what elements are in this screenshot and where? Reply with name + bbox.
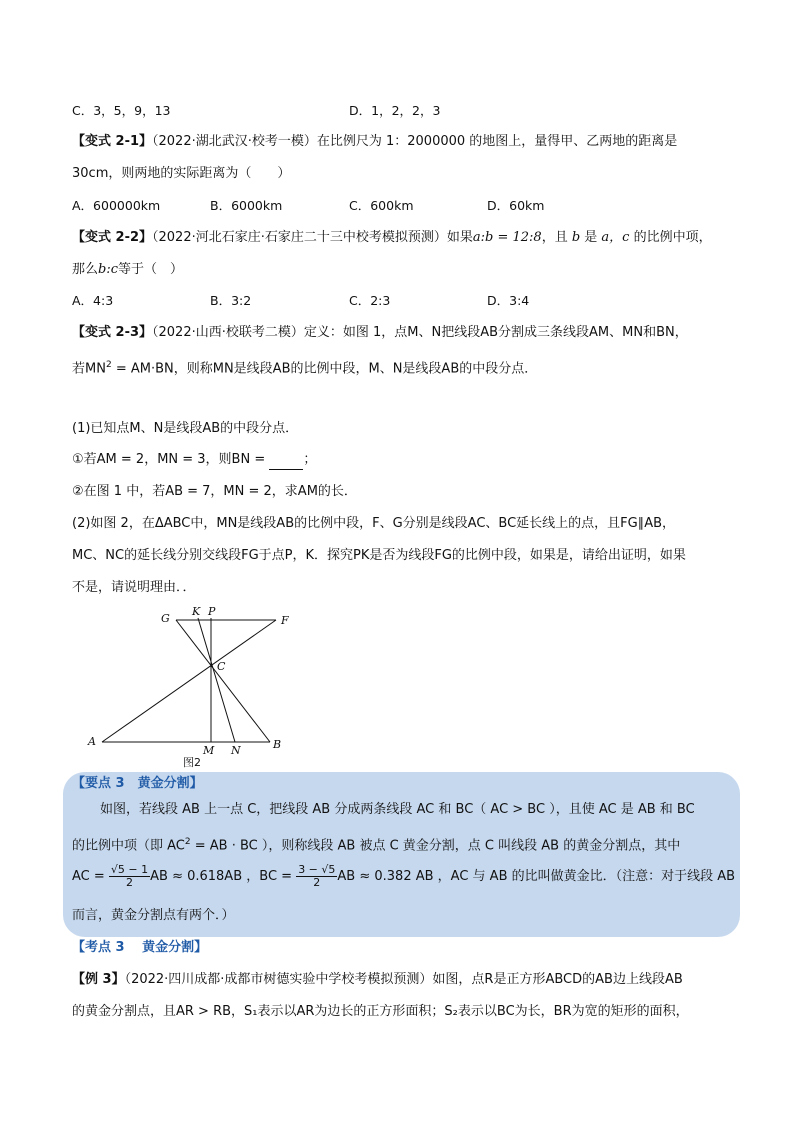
variant-tag: 【变式 2-1】 xyxy=(72,134,153,149)
option-a: A．600000km xyxy=(72,198,161,213)
text: 若MN xyxy=(72,361,106,377)
text: （2022·河北石家庄·石家庄二十三中校考模拟预测）如果 xyxy=(152,230,473,245)
part-2-line2: MC、NC的延长线分别交线段FG于点P，K．探究PK是否为线段FG的比例中段，如果是，请给出证明，如果 xyxy=(72,548,686,563)
fraction-denominator: 2 xyxy=(313,876,321,889)
variant-2-1-line2: 30cm，则两地的实际距离为（ ） xyxy=(72,166,291,181)
key-point-tag: 【要点 3 黄金分割】 xyxy=(72,776,203,791)
text: AC = xyxy=(72,869,109,884)
part-1b: ②在图 1 中，若AB = 7，MN = 2，求AM的长． xyxy=(72,484,357,499)
variant-2-3-line1 xyxy=(72,323,688,343)
geometry-figure-2 xyxy=(80,602,310,772)
example-3-line1 xyxy=(72,970,683,990)
text: ①若AM = 2，MN = 3，则BN = xyxy=(72,452,270,467)
option-d: D．60km xyxy=(487,198,545,213)
variant-tag: 【变式 2-3】 xyxy=(72,325,153,340)
ratio-expr: a:b = 12:8 xyxy=(472,230,542,245)
option-c: C．3，5，9，13 xyxy=(72,103,171,118)
figure-caption: 图2 xyxy=(183,756,201,769)
text: 那么 xyxy=(72,262,99,277)
example-3-line2: 的黄金分割点，且AR > RB，S₁表示以AR为边长的正方形面积；S₂表示以BC为长，BR为宽的矩形的面积， xyxy=(72,1004,689,1019)
label-p: P xyxy=(208,605,216,618)
key-point-line3 xyxy=(72,862,735,892)
option-b: B．3:2 xyxy=(210,293,252,308)
exam-point-tag: 【考点 3 黄金分割】 xyxy=(72,940,208,955)
text: AB ≈ 0.618AB ，BC = xyxy=(150,869,297,884)
text: （2022·山西·校联考二模）定义：如图 1，点M、N把线段AB分割成三条线段AM、MN和BN， xyxy=(152,325,688,340)
fraction-numerator: √5 − 1 xyxy=(110,863,149,876)
key-point-line2 xyxy=(72,832,680,856)
part-2-line1: (2)如图 2，在ΔABC中，MN是线段AB的比例中段，F、G分别是线段AC、BC延长线上的点，且FG∥AB， xyxy=(72,516,676,531)
text: = AB · BC ），则称线段 AB 被点 C 黄金分割，点 C 叫线段 AB 的黄金分割点，其中 xyxy=(190,838,681,854)
text: ； xyxy=(303,452,317,467)
part-1a xyxy=(72,450,316,470)
label-f: F xyxy=(281,614,289,627)
option-c: C．2:3 xyxy=(349,293,391,308)
superscript: 2 xyxy=(184,837,191,847)
ratio-expr: b:c xyxy=(98,262,118,277)
part-1: (1)已知点M、N是线段AB的中段分点． xyxy=(72,421,299,436)
option-c: C．600km xyxy=(349,198,414,213)
text: 的比例中项（即 AC xyxy=(72,838,185,854)
option-b: B．6000km xyxy=(210,198,283,213)
variant-tag: 【变式 2-2】 xyxy=(72,230,153,245)
variant-2-1-line1 xyxy=(72,132,677,152)
superscript: 2 xyxy=(105,360,112,370)
label-k: K xyxy=(192,605,201,618)
answer-blank[interactable] xyxy=(269,455,303,470)
var-ac: a，c xyxy=(601,230,630,245)
key-point-line1: 如图，若线段 AB 上一点 C，把线段 AB 分成两条线段 AC 和 BC（ AC > BC ），且使 AC 是 AB 和 BC xyxy=(100,802,695,817)
part-2-line3: 不是，请说明理由．． xyxy=(72,580,196,595)
fraction-golden xyxy=(109,864,150,889)
text: 等于（ ） xyxy=(118,262,184,277)
var-b: b xyxy=(571,230,581,245)
variant-2-2-line2 xyxy=(72,260,183,280)
text: 是 xyxy=(580,230,602,245)
text: AB ≈ 0.382 AB ，AC 与 AB 的比叫做黄金比．（注意：对于线段 AB xyxy=(337,869,736,884)
fraction-denominator: 2 xyxy=(126,876,134,889)
variant-text: （2022·湖北武汉·校考一模）在比例尺为 1：2000000 的地图上，量得甲、乙两地的距离是 xyxy=(152,134,678,149)
option-d: D．1，2，2，3 xyxy=(349,103,441,118)
text: （2022·四川成都·成都市树德实验中学校考模拟预测）如图，点R是正方形ABCD的AB边上线段AB xyxy=(124,972,683,987)
option-d: D．3:4 xyxy=(487,293,530,308)
fraction-numerator: 3 − √5 xyxy=(298,863,336,876)
label-c: C xyxy=(217,660,226,673)
label-n: N xyxy=(231,744,241,757)
text: = AM·BN，则称MN是线段AB的比例中段，M、N是线段AB的中段分点． xyxy=(111,361,538,377)
label-a: A xyxy=(88,735,96,748)
label-m: M xyxy=(203,744,215,757)
variant-2-2-line1 xyxy=(72,228,712,248)
text: 的比例中项， xyxy=(629,230,712,245)
example-tag: 【例 3】 xyxy=(72,972,125,987)
variant-2-3-line2 xyxy=(72,355,537,379)
key-point-line4: 而言，黄金分割点有两个．） xyxy=(72,908,235,923)
label-b: B xyxy=(273,738,282,751)
label-g: G xyxy=(161,612,170,625)
option-a: A．4:3 xyxy=(72,293,114,308)
text: ，且 xyxy=(541,230,572,245)
fraction-complement xyxy=(296,864,337,889)
